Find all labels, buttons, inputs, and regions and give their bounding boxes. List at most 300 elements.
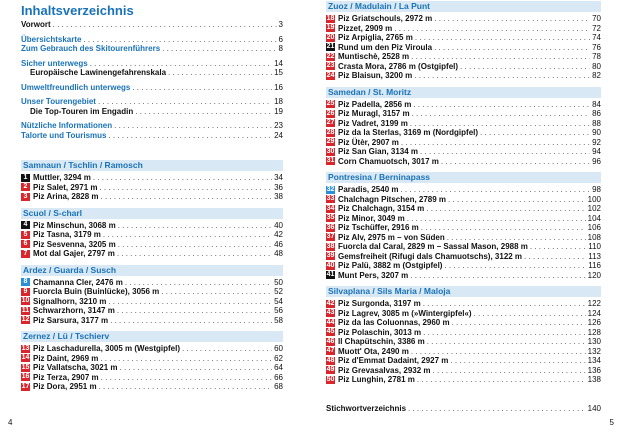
toc-entry[interactable]	[21, 107, 283, 117]
tour-page: 58	[274, 315, 283, 325]
front-matter-list	[21, 20, 283, 140]
toc-entry-label: Sicher unterwegs	[21, 58, 88, 68]
toc-entry[interactable]	[21, 59, 283, 69]
tour-name: Piz Arpiglia, 2765 m	[338, 33, 413, 42]
tour-number-badge: 5	[21, 231, 30, 239]
tour-name: Crasta Mora, 2786 m (Ostgipfel)	[338, 61, 459, 71]
tour-label-wrap	[326, 271, 408, 281]
leader-dots	[426, 204, 585, 214]
tour-page: 54	[274, 296, 283, 306]
tour-number-badge: 7	[21, 250, 30, 258]
tour-page: 70	[592, 14, 601, 23]
tour-name: Schwarzhorn, 3147 m	[33, 306, 115, 315]
leader-dots	[98, 97, 272, 107]
tour-entry[interactable]	[326, 328, 601, 338]
leader-dots	[93, 173, 272, 183]
leader-dots	[480, 128, 590, 138]
tour-entry[interactable]	[21, 354, 283, 364]
leader-dots	[434, 14, 590, 24]
tour-label-wrap	[21, 221, 116, 231]
leader-dots	[460, 62, 590, 72]
section-heading: Samnaun / Tschlin / Ramosch	[21, 160, 283, 171]
tour-section	[21, 265, 283, 326]
tour-number-badge: 16	[21, 373, 30, 381]
tour-label-wrap	[326, 204, 424, 214]
tour-page: 108	[587, 232, 601, 242]
tour-entry[interactable]	[326, 195, 601, 205]
toc-entry-label: Nützliche Informationen	[21, 121, 113, 130]
toc-entry[interactable]	[21, 44, 283, 54]
leader-dots	[413, 100, 590, 110]
tour-entry[interactable]	[326, 204, 601, 214]
tour-entry[interactable]	[326, 33, 601, 43]
tour-number-badge: 3	[21, 193, 30, 201]
tour-number-badge: 38	[326, 242, 335, 250]
tour-entry[interactable]	[326, 157, 601, 167]
tour-name: Piz d'Emmat Dadaint, 2927 m	[338, 356, 449, 365]
tour-name: Corn Chamuotsch, 3017 m	[338, 156, 439, 166]
tour-name: Piz da la Sterlas, 3169 m (Nordgipfel)	[338, 128, 479, 137]
leader-dots	[411, 52, 590, 62]
leader-dots	[101, 373, 272, 383]
tour-name: Piz Alv, 2975 m – von Süden	[338, 232, 445, 242]
toc-entry-label: Unser Tourengebiet	[21, 97, 96, 106]
leader-dots	[474, 309, 586, 319]
tour-entry[interactable]	[326, 299, 601, 309]
tour-page: 52	[274, 287, 283, 296]
tour-section	[326, 1, 601, 81]
toc-entry-page: 19	[274, 106, 283, 116]
tour-entry[interactable]	[21, 173, 283, 183]
leader-dots	[448, 195, 586, 205]
tour-entry[interactable]	[21, 221, 283, 231]
tour-label-wrap	[326, 195, 446, 205]
tour-page: 50	[274, 277, 283, 287]
tour-label-wrap	[21, 344, 180, 354]
tour-name: Piz Polaschin, 3013 m	[338, 327, 422, 337]
tour-label-wrap	[326, 62, 458, 72]
tour-label-wrap	[326, 128, 478, 138]
tour-entry[interactable]	[21, 373, 283, 383]
leader-dots	[108, 131, 272, 141]
tour-number-badge: 11	[21, 306, 30, 314]
toc-entry-label: Die Top-Touren im Engadin	[30, 106, 134, 116]
tour-number-badge: 21	[326, 43, 335, 51]
toc-entry[interactable]	[21, 83, 283, 93]
tour-name: Piz Griatschouls, 2972 m	[338, 14, 433, 23]
toc-entry-label: Stichwortverzeichnis	[326, 403, 407, 413]
tour-page: 98	[592, 185, 601, 194]
leader-dots	[415, 33, 590, 43]
leader-dots	[168, 68, 272, 78]
tour-page: 68	[274, 382, 283, 391]
tour-name: Piz Salet, 2971 m	[33, 182, 98, 192]
toc-entry-label: Vorwort	[21, 20, 51, 29]
tour-label-wrap	[326, 242, 528, 252]
leader-dots	[407, 214, 586, 224]
tour-page: 128	[587, 327, 601, 337]
leader-dots	[108, 297, 272, 307]
tour-page: 132	[587, 346, 601, 356]
tour-label-wrap	[326, 119, 408, 129]
tour-number-badge: 33	[326, 195, 335, 203]
tour-number-badge: 24	[326, 71, 335, 79]
tour-section	[21, 331, 283, 392]
leader-dots	[408, 404, 586, 414]
tour-number-badge: 29	[326, 138, 335, 146]
tour-label-wrap	[326, 223, 419, 233]
leader-dots	[117, 306, 272, 316]
tour-page: 100	[587, 194, 601, 204]
section-heading: Zernez / Lü / Tschierv	[21, 331, 283, 342]
tour-page: 122	[587, 299, 601, 308]
leader-dots	[400, 185, 590, 195]
tour-name: Piz Surgonda, 3197 m	[338, 299, 421, 308]
leader-dots	[441, 157, 590, 167]
tour-label-wrap	[326, 157, 439, 167]
tour-label-wrap	[326, 109, 410, 119]
tour-entry[interactable]	[21, 382, 283, 392]
tour-number-badge: 49	[326, 366, 335, 374]
tour-page: 46	[274, 239, 283, 249]
toc-entry-page: 23	[274, 121, 283, 130]
tour-page: 126	[587, 318, 601, 327]
leader-dots	[83, 35, 276, 45]
tour-label-wrap	[326, 138, 399, 148]
tour-section	[326, 87, 601, 167]
tour-name: Piz Minor, 3049 m	[338, 213, 405, 223]
toc-entry-label: Zum Gebrauch des Skitourenführers	[21, 44, 161, 53]
section-heading: Ardez / Guarda / Susch	[21, 265, 283, 276]
leader-dots	[417, 375, 586, 385]
tour-name: Piz Vallatscha, 3021 m	[33, 363, 118, 372]
tour-label-wrap	[21, 373, 99, 383]
tour-entry[interactable]	[326, 14, 601, 24]
tour-page: 110	[588, 242, 601, 251]
tour-page: 136	[587, 365, 601, 375]
tour-entry[interactable]	[326, 356, 601, 366]
tour-page: 74	[592, 33, 601, 42]
tour-label-wrap	[21, 192, 99, 202]
tour-number-badge: 23	[326, 62, 335, 70]
tour-number-badge: 35	[326, 214, 335, 222]
tour-entry[interactable]	[21, 183, 283, 193]
tour-number-badge: 17	[21, 382, 30, 390]
section-heading: Samedan / St. Moritz	[326, 87, 601, 98]
tour-name: Piz da las Coluonnas, 2960 m	[338, 318, 450, 327]
tour-number-badge: 47	[326, 347, 335, 355]
tour-number-badge: 37	[326, 233, 335, 241]
tour-number-badge: 45	[326, 328, 335, 336]
tour-page: 84	[592, 99, 601, 109]
tour-number-badge: 1	[21, 174, 30, 182]
leader-dots	[410, 271, 585, 281]
tour-entry[interactable]	[326, 347, 601, 357]
leader-dots	[433, 366, 586, 376]
tour-page: 102	[587, 204, 601, 213]
tour-name: Piz Tasna, 3179 m	[33, 230, 101, 239]
toc-entry-label: Übersichtskarte	[21, 34, 82, 44]
tour-name: Piz San Gian, 3134 m	[338, 147, 419, 156]
leader-dots	[394, 24, 590, 34]
tour-name: Munt Pers, 3207 m	[338, 270, 409, 280]
toc-entry-page: 6	[278, 34, 283, 44]
tour-entry[interactable]	[326, 242, 601, 252]
toc-entry[interactable]	[21, 121, 283, 131]
toc-entry[interactable]	[21, 131, 283, 141]
tour-name: Paradis, 2540 m	[338, 185, 399, 194]
tour-number-badge: 30	[326, 147, 335, 155]
leader-dots	[401, 138, 590, 148]
tour-label-wrap	[326, 318, 450, 328]
right-page-number: 5	[609, 418, 614, 427]
toc-entry-page: 16	[274, 82, 283, 92]
tour-label-wrap	[21, 382, 97, 392]
tour-number-badge: 34	[326, 204, 335, 212]
tour-page: 64	[274, 363, 283, 372]
tour-page: 60	[274, 344, 283, 353]
tour-name: Piz Palü, 3882 m (Ostgipfel)	[338, 261, 443, 270]
tour-entry[interactable]	[21, 278, 283, 288]
tour-entry[interactable]	[21, 192, 283, 202]
tour-label-wrap	[326, 347, 409, 357]
tour-page: 130	[587, 337, 601, 346]
tour-label-wrap	[326, 24, 392, 34]
tour-label-wrap	[326, 52, 409, 62]
tour-page: 120	[587, 270, 601, 280]
tour-number-badge: 46	[326, 337, 335, 345]
leader-dots	[101, 192, 273, 202]
tour-entry[interactable]	[326, 185, 601, 195]
leader-dots	[182, 344, 272, 354]
leader-dots	[117, 249, 272, 259]
tour-label-wrap	[326, 100, 411, 110]
tour-number-badge: 41	[326, 271, 335, 279]
tour-page: 96	[592, 156, 601, 166]
tour-page: 48	[274, 249, 283, 258]
tour-entry[interactable]	[326, 71, 601, 81]
toc-entry-page: 140	[587, 403, 601, 413]
toc-entry-page: 14	[274, 58, 283, 68]
toc-entry[interactable]	[21, 35, 283, 45]
tour-page: 42	[274, 230, 283, 239]
tour-entry[interactable]	[326, 43, 601, 53]
tour-number-badge: 13	[21, 344, 30, 352]
tour-number-badge: 40	[326, 261, 335, 269]
leader-dots	[423, 328, 585, 338]
toc-entry-label: Europäische Lawinengefahrenskala	[30, 68, 167, 77]
leader-dots	[420, 147, 590, 157]
tour-label-wrap	[326, 147, 418, 157]
tour-label-wrap	[21, 249, 115, 259]
toc-entry-stichwort[interactable]	[326, 404, 601, 414]
tour-entry[interactable]	[21, 316, 283, 326]
tour-label-wrap	[21, 287, 159, 297]
tour-entry[interactable]	[326, 375, 601, 385]
tour-name: Piz Ütèr, 2907 m	[338, 137, 399, 147]
toc-entry-label: Umweltfreundlich unterwegs	[21, 82, 131, 92]
tour-page: 82	[592, 71, 601, 80]
page-title: Inhaltsverzeichnis	[21, 3, 134, 18]
tour-entry[interactable]	[21, 230, 283, 240]
tour-label-wrap	[326, 366, 431, 376]
tour-entry[interactable]	[326, 233, 601, 243]
leader-dots	[162, 44, 276, 54]
tour-name: Mot dal Gajer, 2797 m	[33, 249, 115, 258]
tour-entry[interactable]	[326, 261, 601, 271]
tour-name: Piz Chalchagn, 3154 m	[338, 204, 425, 213]
tour-name: Piz Vadret, 3199 m	[338, 118, 408, 128]
tour-name: Piz Lunghin, 2781 m	[338, 375, 415, 384]
tour-label-wrap	[21, 173, 91, 183]
tour-name: Chamanna Cler, 2476 m	[33, 277, 123, 287]
tour-name: Piz Terza, 2907 m	[33, 372, 99, 382]
tour-number-badge: 10	[21, 297, 30, 305]
tour-entry[interactable]	[326, 309, 601, 319]
tour-entry[interactable]	[21, 297, 283, 307]
tour-number-badge: 6	[21, 240, 30, 248]
tour-entry[interactable]	[326, 271, 601, 281]
tour-name: Piz Daint, 2969 m	[33, 353, 99, 363]
tour-name: Piz Muragl, 3157 m	[338, 109, 410, 118]
tour-entry[interactable]	[326, 119, 601, 129]
tour-name: Piz Sarsura, 3177 m	[33, 315, 109, 325]
tour-entry[interactable]	[21, 287, 283, 297]
leader-dots	[434, 43, 590, 53]
tour-entry[interactable]	[326, 138, 601, 148]
tour-name: Piz Laschadurella, 3005 m (Westgipfel)	[33, 344, 181, 353]
leader-dots	[132, 83, 272, 93]
leader-dots	[99, 382, 273, 392]
tour-page: 40	[274, 220, 283, 230]
tour-name: Il Chapütschin, 3386 m	[338, 337, 425, 346]
toc-entry[interactable]	[21, 68, 283, 78]
right-page	[310, 0, 620, 433]
tour-label-wrap	[326, 33, 413, 43]
tour-number-badge: 14	[21, 354, 30, 362]
tour-number-badge: 2	[21, 183, 30, 191]
tour-name: Muott' Ota, 2490 m	[338, 346, 409, 356]
tour-entry[interactable]	[21, 240, 283, 250]
tour-label-wrap	[326, 14, 432, 24]
tour-page: 66	[274, 372, 283, 382]
leader-dots	[103, 230, 272, 240]
tour-label-wrap	[326, 185, 398, 195]
tour-number-badge: 19	[326, 24, 335, 32]
tour-label-wrap	[326, 43, 432, 53]
toc-entry-page: 8	[278, 44, 283, 53]
tour-entry[interactable]	[326, 100, 601, 110]
tour-label-wrap	[326, 309, 472, 319]
tour-label-wrap	[21, 363, 118, 373]
tour-entry[interactable]	[326, 223, 601, 233]
leader-dots	[524, 252, 586, 262]
leader-dots	[412, 109, 591, 119]
tour-page: 34	[274, 173, 283, 182]
leader-dots	[53, 20, 277, 30]
tour-label-wrap	[326, 71, 412, 81]
tour-page: 113	[588, 251, 601, 261]
tour-name: Rund um den Piz Viroula	[338, 42, 433, 52]
tour-number-badge: 48	[326, 356, 335, 364]
tour-name: Pizzet, 2909 m	[338, 23, 393, 33]
tour-entry[interactable]	[21, 363, 283, 373]
tour-entry[interactable]	[21, 306, 283, 316]
tour-label-wrap	[21, 354, 98, 364]
tour-entry[interactable]	[326, 318, 601, 328]
section-heading: Silvaplana / Sils Maria / Maloja	[326, 286, 601, 297]
tour-entry[interactable]	[326, 366, 601, 376]
tour-label-wrap	[21, 316, 108, 326]
tour-page: 92	[592, 137, 601, 147]
tour-label-wrap	[21, 306, 115, 316]
tour-number-badge: 44	[326, 318, 335, 326]
tour-label-wrap	[21, 278, 123, 288]
tour-number-badge: 4	[21, 221, 30, 229]
leader-dots	[118, 221, 272, 231]
tour-entry[interactable]	[326, 52, 601, 62]
toc-entry[interactable]	[21, 20, 283, 30]
tour-page: 38	[274, 192, 283, 201]
tour-entry[interactable]	[21, 344, 283, 354]
tour-entry[interactable]	[326, 24, 601, 34]
tour-entry[interactable]	[326, 109, 601, 119]
leader-dots	[450, 356, 585, 366]
tour-page: 106	[587, 223, 601, 232]
tour-page: 88	[592, 118, 601, 128]
leader-dots	[427, 337, 586, 347]
tour-number-badge: 28	[326, 128, 335, 136]
leader-dots	[414, 71, 590, 81]
tour-entry[interactable]	[326, 62, 601, 72]
tour-number-badge: 43	[326, 309, 335, 317]
leader-dots	[125, 278, 272, 288]
tour-section	[326, 286, 601, 385]
tour-number-badge: 22	[326, 52, 335, 60]
leader-dots	[114, 121, 272, 131]
tour-number-badge: 32	[326, 185, 335, 193]
toc-entry[interactable]	[21, 97, 283, 107]
tour-entry[interactable]	[326, 128, 601, 138]
tour-label-wrap	[21, 297, 106, 307]
tour-entry[interactable]	[326, 252, 601, 262]
tour-number-badge: 27	[326, 119, 335, 127]
toc-entry-page: 24	[274, 130, 283, 140]
leader-dots	[447, 233, 586, 243]
tour-number-badge: 25	[326, 100, 335, 108]
tour-number-badge: 50	[326, 375, 335, 383]
section-heading: Zuoz / Madulain / La Punt	[326, 1, 601, 12]
tour-section	[21, 208, 283, 259]
tour-page: 78	[592, 52, 601, 61]
tour-name: Piz Grevasalvas, 2932 m	[338, 365, 431, 375]
leader-dots	[120, 363, 273, 373]
toc-entry-page: 15	[274, 68, 283, 77]
tour-label-wrap	[326, 375, 415, 385]
tour-entry[interactable]	[326, 214, 601, 224]
tour-entry[interactable]	[326, 337, 601, 347]
tour-page: 72	[592, 23, 601, 33]
tour-page: 124	[587, 308, 601, 318]
leader-dots	[135, 107, 272, 117]
tour-page: 104	[587, 213, 601, 223]
tour-label-wrap	[326, 356, 448, 366]
tour-entry[interactable]	[326, 147, 601, 157]
tour-entry[interactable]	[21, 249, 283, 259]
tour-label-wrap	[21, 230, 101, 240]
tour-page: 138	[587, 375, 601, 384]
leader-dots	[90, 59, 272, 69]
